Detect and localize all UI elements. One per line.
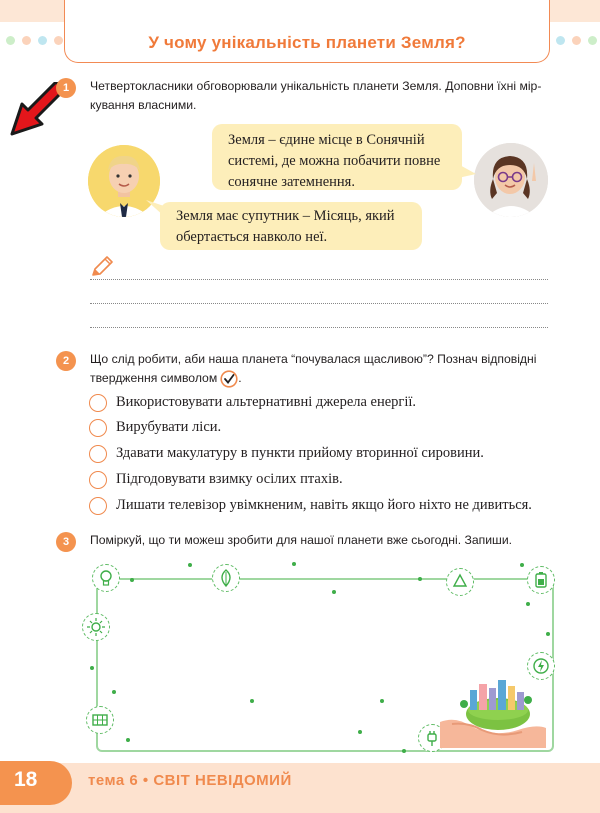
frame-dot [130, 578, 134, 582]
battery-icon [528, 567, 554, 593]
leaf-icon [213, 565, 239, 591]
recycle-badge [446, 568, 474, 596]
page-title: У чому унікальність планети Земля? [148, 33, 466, 52]
sun-badge [82, 613, 110, 641]
solar-panel-badge [86, 706, 114, 734]
frame-dot [546, 632, 550, 636]
task2-text-line1: Що слід робити, аби наша планета “почувалася щасливою”? Познач відповідні [90, 352, 537, 366]
frame-dot [292, 562, 296, 566]
option-3-checkbox[interactable] [89, 445, 107, 463]
boy-bubble-tail [146, 200, 164, 216]
frame-dot [112, 690, 116, 694]
option-1-label: Використовувати альтернативні джерела енергії. [116, 394, 417, 410]
girl-bubble-line1: Земля – єдине місце в Сонячній [228, 132, 425, 148]
task2-text-line2: твердження символом [90, 371, 218, 385]
leaf-badge [212, 564, 240, 592]
frame-dot [358, 730, 362, 734]
footer-topic: тема 6 • СВІТ НЕВІДОМИЙ [88, 772, 292, 789]
frame-dot [332, 590, 336, 594]
recycle-icon [447, 569, 473, 595]
globe-hand-icon [440, 676, 546, 748]
task3-text: Поміркуй, що ти можеш зробити для нашої планети вже сьогодні. Запиши. [90, 533, 513, 547]
boy-bubble-line2: обертається навколо неї. [176, 229, 328, 245]
option-2-checkbox[interactable] [89, 419, 107, 437]
sun-icon [83, 614, 109, 640]
frame-dot [402, 749, 406, 753]
option-1-checkbox[interactable] [89, 394, 107, 412]
girl-bubble-line3: сонячне затемнення. [228, 174, 355, 190]
boy-bubble-line1: Земля має супутник – Місяць, який [176, 208, 395, 224]
battery-badge [527, 566, 555, 594]
task1-text-line2: кування власними. [90, 98, 197, 112]
title-frame [64, 0, 550, 63]
task-number-1: 1 [56, 78, 76, 98]
girl-illustration [474, 143, 548, 217]
girl-bubble-tail [458, 164, 476, 182]
boy-speech-bubble [160, 202, 422, 250]
task2-text-line2-end: . [238, 371, 242, 385]
task2-text-line2-wrap [90, 369, 552, 388]
task-number-3: 3 [56, 532, 76, 552]
frame-dot [520, 563, 524, 567]
frame-dot [526, 602, 530, 606]
answer-line-2[interactable] [90, 303, 548, 304]
checkmark-icon [220, 370, 238, 388]
lightbulb-badge [92, 564, 120, 592]
girl-bubble-line2: системі, де можна побачити повне [228, 153, 441, 169]
frame-dot [126, 738, 130, 742]
option-5-checkbox[interactable] [89, 497, 107, 515]
option-3-label: Здавати макулатуру в пункти прийому вторинної сировини. [116, 445, 484, 461]
task1-text-line1: Четвертокласники обговорювали унікальність планети Земля. Доповни їхні мір- [90, 79, 542, 93]
answer-line-1[interactable] [90, 279, 548, 280]
frame-dot [250, 699, 254, 703]
task1-text [90, 77, 552, 115]
girl-speech-bubble [212, 124, 462, 190]
option-5-label: Лишати телевізор увімкненим, навіть якщо його ніхто не дивиться. [116, 497, 532, 513]
lightbulb-icon [93, 565, 119, 591]
task-number-2: 2 [56, 351, 76, 371]
option-4-label: Підгодовувати взимку осілих птахів. [116, 471, 343, 487]
task2-text [90, 350, 552, 388]
answer-line-3[interactable] [90, 327, 548, 328]
frame-dot [380, 699, 384, 703]
solar-panel-icon [87, 707, 113, 733]
frame-dot [418, 577, 422, 581]
option-2-label: Вирубувати ліси. [116, 419, 222, 435]
girl-avatar [474, 143, 548, 217]
pencil-icon [90, 256, 114, 278]
page-number: 18 [14, 768, 38, 791]
frame-dot [188, 563, 192, 567]
option-4-checkbox[interactable] [89, 471, 107, 489]
frame-dot [90, 666, 94, 670]
